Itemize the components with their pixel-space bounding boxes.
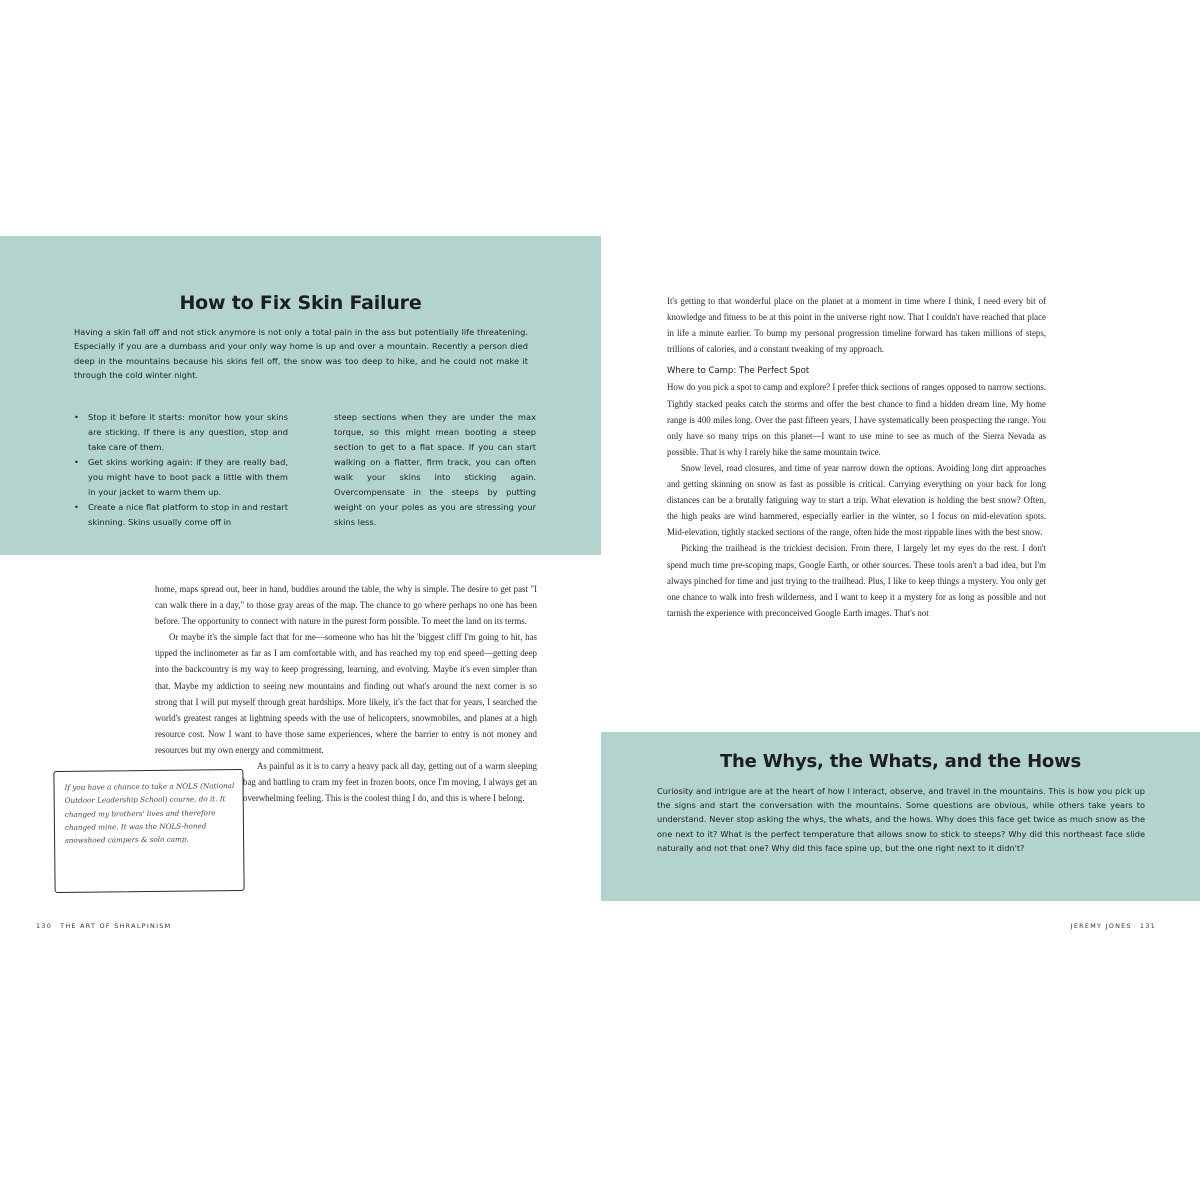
whys-text: Curiosity and intrigue are at the heart of how I interact, observe, and travel in the mountains. This is how you pick up the signs and start the conversation with the mountains. Some questions are obvious, while others take years to understand. Never stop asking the whys, the whats, and the hows. Why does this face get twice as much snow as the one next to it? What is the perfect temperature that allows snow to stick to steeps? Why did this northeast face slide naturally and not that one? Why did this face spine up, but the one right next to it didn't? bbox=[657, 786, 1145, 853]
skin-failure-intro: Having a skin fall off and not stick anymore is not only a total pain in the ass but potentially life threatening. Especially if you are a dumbass and your only way home is up and over a mountain. Recently a person died deep in the mountains because his skins fell off, the snow was too deep to hike, and he could not make it through the cold winter night. bbox=[74, 327, 528, 380]
paragraph: Or maybe it's the simple fact that for me—someone who has hit the 'biggest cliff I'm going to hit, has tipped the inclinometer as far as I am comfortable with, and has reached my top end speed—getting deep into the backcountry is my way to keep progressing, learning, and evolving. Maybe it's even simpler than that. Maybe my addiction to seeing new mountains and finding out what's around the next corner is so strong that I will put myself through great hardships. More likely, it's the fact that for years, I searched the world's greatest ranges at lightning speeds with the use of helicopters, snowmobiles, and planes at a high resource cost. Now I want to have those same experiences, where the barrier to entry is not money and resources but my own energy and commitment. bbox=[155, 632, 537, 755]
book-title: THE ART OF SHRALPINISM bbox=[60, 922, 172, 930]
page-number: 130 bbox=[36, 922, 53, 930]
whys-title: The Whys, the Whats, and the Hows bbox=[719, 751, 1082, 772]
paragraph: As painful as it is to carry a heavy pack all day, getting out of a warm sleeping bag and battling to cram my feet in frozen boots, once I'm moving, I always get an overwhelming feeling. This is the coolest thing I do, and this is where I belong. bbox=[243, 761, 537, 804]
right-folio bbox=[1071, 922, 1156, 930]
list-item: • Create a nice flat platform to stop in and restart skinning. Skins usually come off in bbox=[74, 500, 288, 530]
margin-note bbox=[53, 769, 244, 893]
paragraph: home, maps spread out, beer in hand, buddies around the table, the why is simple. The desire to get past "I can walk there in a day," to those gray areas of the map. The chance to go where perhaps no one has been before. The opportunity to connect with nature in the purest form possible. To meet the land on its terms. bbox=[155, 584, 537, 627]
paragraph: How do you pick a spot to camp and explore? I prefer thick sections of ranges opposed to narrow sections. Tightly stacked peaks catch the storms and offer the best chance to find a hidden dream line. My home range is 400 miles long. Over the past fifteen years, I have systematically been prospecting the range. You only have so many trips on this planet—I want to use mine to see as much of the Sierra Nevada as possible. That is why I rarely hike the same mountain twice. bbox=[667, 382, 1046, 457]
author-name: JEREMY JONES bbox=[1070, 922, 1132, 930]
list-item: • Get skins working again: if they are really bad, you might have to boot pack a little with them in your jacket to warm them up. bbox=[74, 455, 288, 500]
paragraph: It's getting to that wonderful place on the planet at a moment in time where I think, I need every bit of knowledge and fitness to be at this point in the universe right now. That I couldn't have reached that place in life a minute earlier. To bump my personal progression timeline forward has taken millions of steps, trillions of calories, and a constant tweaking of my approach. bbox=[667, 296, 1046, 355]
page-number: 131 bbox=[1139, 922, 1156, 930]
skin-failure-list bbox=[74, 410, 288, 530]
section-subhead: Where to Camp: The Perfect Spot bbox=[667, 366, 810, 377]
paragraph: Picking the trailhead is the trickiest decision. From there, I largely let my eyes do the rest. I don't spend much time pre-scoping maps, Google Earth, or other sources. These tools aren't a bad idea, but I'm always pinched for time and just trying to the trailhead. Plus, I like to keep things a mystery. You only get one chance to walk into fresh wilderness, and I want to keep it a mystery for as long as possible and not tarnish the experience with preconceived Google Earth images. That's not bbox=[667, 543, 1046, 618]
left-folio bbox=[36, 922, 171, 930]
skin-failure-list-continued: steep sections when they are under the max torque, so this might mean booting a steep section to get to a flat space. If you can start walking on a flatter, firm track, you can often walk your skins into sticking again. Overcompensate in the steeps by putting weight on your poles as you are stressing your skins less. bbox=[334, 412, 536, 527]
paragraph: Snow level, road closures, and time of year narrow down the options. Avoiding long dirt approaches and getting skinning on snow as fast as possible is critical. Carrying everything on your back for long distances can be a brutally fatiguing way to start a trip. What elevation is holding the best snow? Often, the high peaks are wind hammered, especially earlier in the winter, so I focus on mid-elevation spots. Mid-elevation, tightly stacked sections of the range, often hide the most rippable lines with the best snow. bbox=[667, 462, 1046, 538]
margin-note-text: If you have a chance to take a NOLS (National Outdoor Leadership School) course, do it. It changed my brothers' lives and therefore changed mine. It was the NOLS-honed snowshoed campers & solo camp. bbox=[64, 781, 235, 846]
right-page-body bbox=[667, 293, 1046, 621]
skin-failure-title: How to Fix Skin Failure bbox=[179, 292, 422, 314]
list-item: • Stop it before it starts: monitor how your skins are sticking. If there is any question, stop and take care of them. bbox=[74, 410, 288, 455]
